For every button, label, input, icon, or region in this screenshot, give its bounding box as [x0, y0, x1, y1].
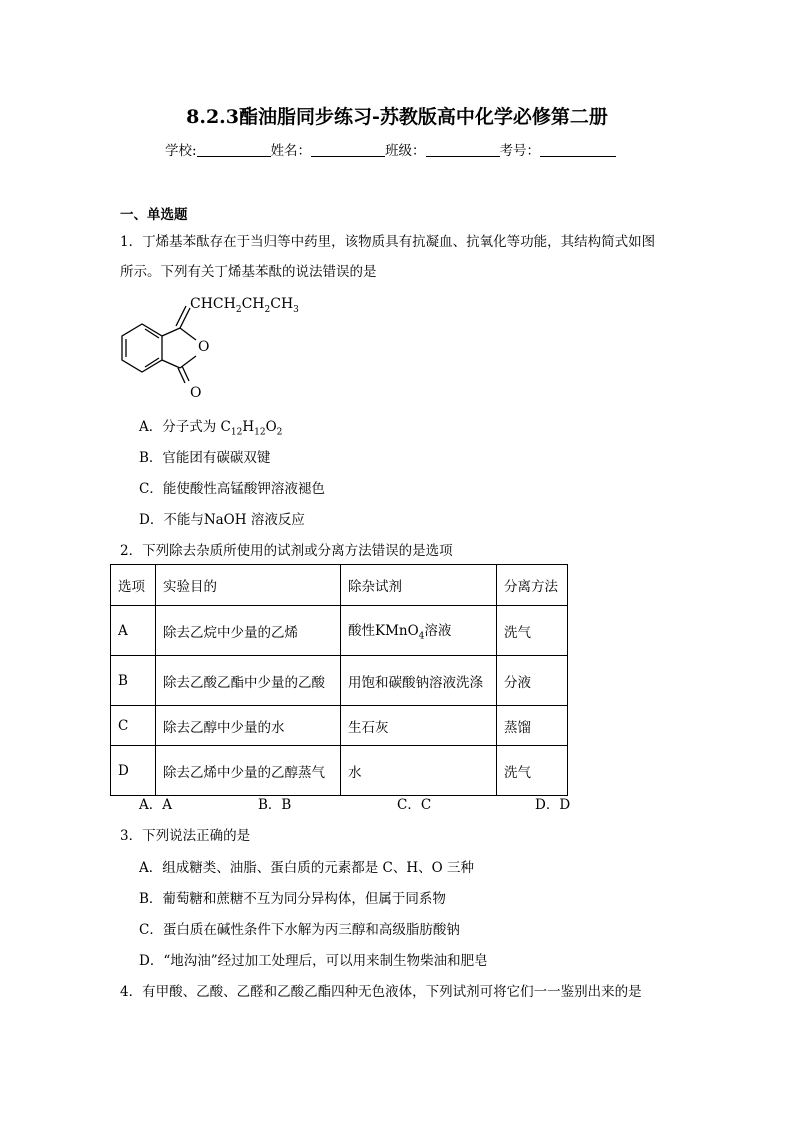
table-header-cell: 分离方法: [497, 565, 568, 606]
q3-stem: 3．下列说法正确的是: [120, 828, 251, 844]
table-cell: 洗气: [497, 606, 568, 656]
table-cell: 酸性KMnO$_4$溶液: [341, 606, 497, 656]
table-cell: 水: [341, 746, 497, 796]
table-cell: B: [111, 656, 156, 706]
q1-option-d[interactable]: D．不能与NaOH 溶液反应: [139, 512, 305, 528]
table-cell: 洗气: [497, 746, 568, 796]
benzene-ring: [122, 324, 162, 372]
q1-option-c[interactable]: C．能使酸性高锰酸钾溶液褪色: [139, 481, 325, 497]
butenylphthalide-structure: [112, 288, 322, 406]
table-header-cell: 除杂试剂: [341, 565, 497, 606]
table-header-row: [111, 565, 568, 606]
table-cell: 除去乙醇中少量的水: [156, 706, 341, 746]
q2-table: [110, 564, 568, 796]
q2-option-c[interactable]: C．C: [397, 797, 432, 813]
q1-stem-line1: 1．丁烯基苯酞存在于当归等中药里，该物质具有抗凝血、抗氧化等功能，其结构简式如图: [120, 234, 656, 250]
table-cell: 分液: [497, 656, 568, 706]
section-heading: 一、单选题: [120, 207, 188, 223]
q3-option-d[interactable]: D．“地沟油”经过加工处理后，可以用来制生物柴油和肥皂: [139, 953, 488, 969]
table-cell: 除去乙酸乙酯中少量的乙酸: [156, 656, 341, 706]
class-label: 班级：: [385, 143, 426, 159]
table-cell: 除去乙烷中少量的乙烯: [156, 606, 341, 656]
exam-no-label: 考号：: [499, 143, 541, 159]
q1-option-b[interactable]: B．官能团有碳碳双键: [139, 450, 271, 466]
table-row: [111, 706, 568, 746]
school-blank[interactable]: [197, 142, 271, 157]
table-row: [111, 746, 568, 796]
table-cell: 除去乙烯中少量的乙醇蒸气: [156, 746, 341, 796]
exam-no-blank[interactable]: [540, 142, 616, 157]
name-blank[interactable]: [311, 142, 385, 157]
table-cell: 用饱和碳酸钠溶液洗涤: [341, 656, 497, 706]
q2-option-a[interactable]: A．A: [139, 797, 172, 813]
name-label: 姓名：: [270, 143, 312, 159]
carbonyl-oxygen-label: O: [190, 385, 202, 401]
table-cell: 蒸馏: [497, 706, 568, 746]
q3-option-a[interactable]: A．组成糖类、油脂、蛋白质的元素都是 C、H、O 三种: [139, 860, 475, 876]
table-row: [111, 606, 568, 656]
q3-option-c[interactable]: C．蛋白质在碱性条件下水解为丙三醇和高级脂肪酸钠: [139, 922, 460, 938]
q2-option-b[interactable]: B．B: [258, 797, 292, 813]
side-chain-label: $CHCH_2CH_2CH_3$: [190, 296, 299, 315]
ring-oxygen-label: O: [198, 339, 210, 355]
school-label: 学校:: [165, 143, 197, 159]
table-header-cell: 实验目的: [156, 565, 341, 606]
q4-stem: 4．有甲酸、乙酸、乙醛和乙酸乙酯四种无色液体，下列试剂可将它们一一鉴别出来的是: [120, 984, 642, 1000]
q1-option-a[interactable]: A．分子式为 $C_{12}H_{12}O_2$: [139, 419, 283, 438]
q2-stem: 2．下列除去杂质所使用的试剂或分离方法错误的是选项: [120, 543, 453, 559]
table-cell: D: [111, 746, 156, 796]
table-header-cell: 选项: [111, 565, 156, 606]
class-blank[interactable]: [426, 142, 500, 157]
page-title: 8.2.3酯油脂同步练习-苏教版高中化学必修第二册: [186, 106, 608, 128]
q3-option-b[interactable]: B．葡萄糖和蔗糖不互为同分异构体，但属于同系物: [139, 891, 446, 907]
table-row: [111, 656, 568, 706]
table-cell: 生石灰: [341, 706, 497, 746]
q2-option-d[interactable]: D．D: [535, 797, 571, 813]
q1-stem-line2: 所示。下列有关丁烯基苯酞的说法错误的是: [120, 264, 377, 280]
table-cell: C: [111, 706, 156, 746]
student-info-line: [165, 139, 616, 159]
table-cell: A: [111, 606, 156, 656]
